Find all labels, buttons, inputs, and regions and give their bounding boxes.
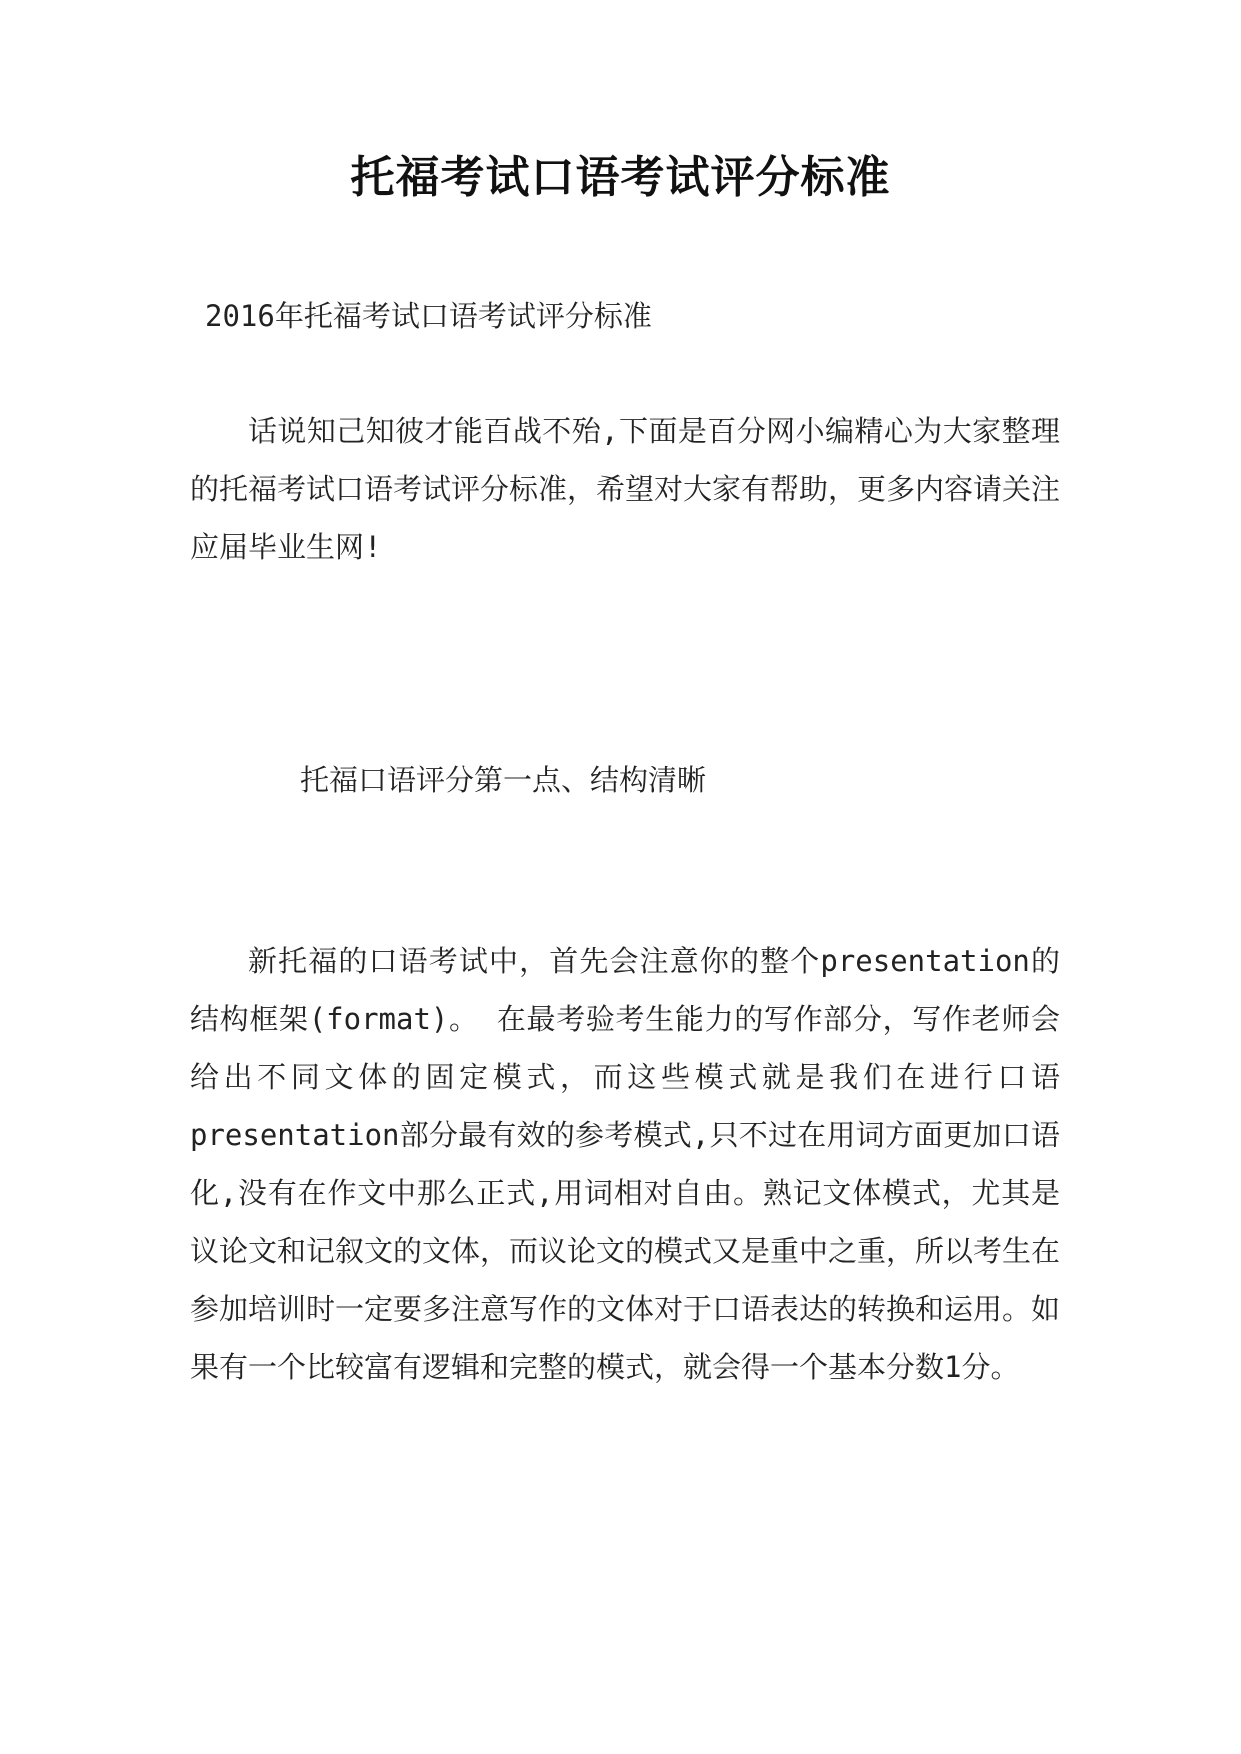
intro-paragraph: 话说知己知彼才能百战不殆,下面是百分网小编精心为大家整理的托福考试口语考试评分标准，希望对大家有帮助，更多内容请关注应届毕业生网! <box>190 414 1061 564</box>
body-paragraph: 新托福的口语考试中，首先会注意你的整个presentation的结构框架(format)。 在最考验考生能力的写作部分，写作老师会给出不同文体的固定模式，而这些模式就是我们在进行口语presentation部分最有效的参考模式,只不过在用词方面更加口语化,没有在作文中那么正式,用词相对自由。熟记文体模式，尤其是议论文和记叙文的文体，而议论文的模式又是重中之重，所以考生在参加培训时一定要多注意写作的文体对于口语表达的转换和运用。如果有一个比较富有逻辑和完整的模式，就会得一个基本分数1分。 <box>190 944 1061 1384</box>
section-heading: 托福口语评分第一点、结构清晰 <box>300 763 707 797</box>
document-title: 托福考试口语考试评分标准 <box>350 152 891 203</box>
document-subtitle: 2016年托福考试口语考试评分标准 <box>205 299 652 333</box>
